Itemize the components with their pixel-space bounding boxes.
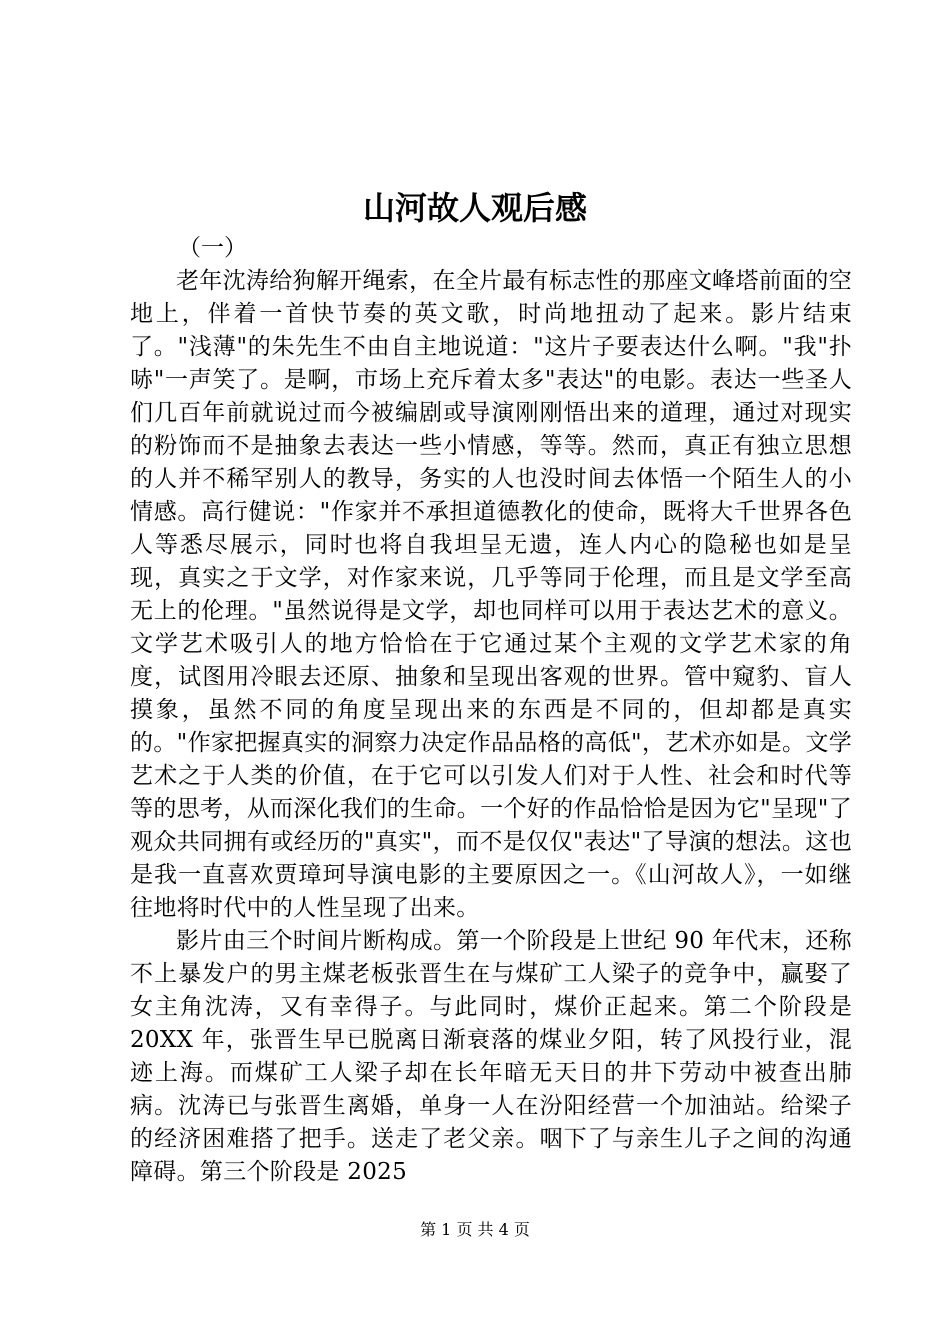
document-body xyxy=(130,232,852,1189)
paragraph-2: 影片由三个时间片断构成。第一个阶段是上世纪 90 年代末，还称不上暴发户的男主煤老板张晋生在与煤矿工人梁子的竞争中，赢娶了女主角沈涛，又有幸得子。与此同时，煤价正起来。第二个阶段是 20XX 年，张晋生早已脱离日渐衰落的煤业夕阳，转了风投行业，混迹上海。而煤矿工人梁子却在长年暗无天日的井下劳动中被查出肺病。沈涛已与张晋生离婚，单身一人在汾阳经营一个加油站。给梁子的经济困难搭了把手。送走了老父亲。咽下了与亲生儿子之间的沟通障碍。第三个阶段是 2025 xyxy=(130,928,852,1185)
document-title: 山河故人观后感 xyxy=(362,189,587,227)
paragraph-1: 老年沈涛给狗解开绳索，在全片最有标志性的那座文峰塔前面的空地上，伴着一首快节奏的英文歌，时尚地扭动了起来。影片结束了。"浅薄"的朱先生不由自主地说道："这片子要表达什么啊。"我"扑哧"一声笑了。是啊，市场上充斥着太多"表达"的电影。表达一些圣人们几百年前就说过而今被编剧或导演刚刚悟出来的道理，通过对现实的粉饰而不是抽象去表达一些小情感，等等。然而，真正有独立思想的人并不稀罕别人的教导，务实的人也没时间去体悟一个陌生人的小情感。高行健说："作家并不承担道德教化的使命，既将大千世界各色人等悉尽展示，同时也将自我坦呈无遗，连人内心的隐秘也如是呈现，真实之于文学，对作家来说，几乎等同于伦理，而且是文学至高无上的伦理。"虽然说得是文学，却也同样可以用于表达艺术的意义。文学艺术吸引人的地方恰恰在于它通过某个主观的文学艺术家的角度，试图用冷眼去还原、抽象和呈现出客观的世界。管中窥豹、盲人摸象，虽然不同的角度呈现出来的东西是不同的，但却都是真实的。"作家把握真实的洞察力决定作品品格的高低"，艺术亦如是。文学艺术之于人类的价值，在于它可以引发人们对于人性、社会和时代等等的思考，从而深化我们的生命。一个好的作品恰恰是因为它"呈现"了观众共同拥有或经历的"真实"，而不是仅仅"表达"了导演的想法。这也是我一直喜欢贾璋珂导演电影的主要原因之一。《山河故人》，一如继往地将时代中的人性呈现了出来。 xyxy=(130,268,852,921)
page-footer: 第 1 页 共 4 页 xyxy=(420,1220,530,1239)
section-marker: （一） xyxy=(178,235,247,261)
